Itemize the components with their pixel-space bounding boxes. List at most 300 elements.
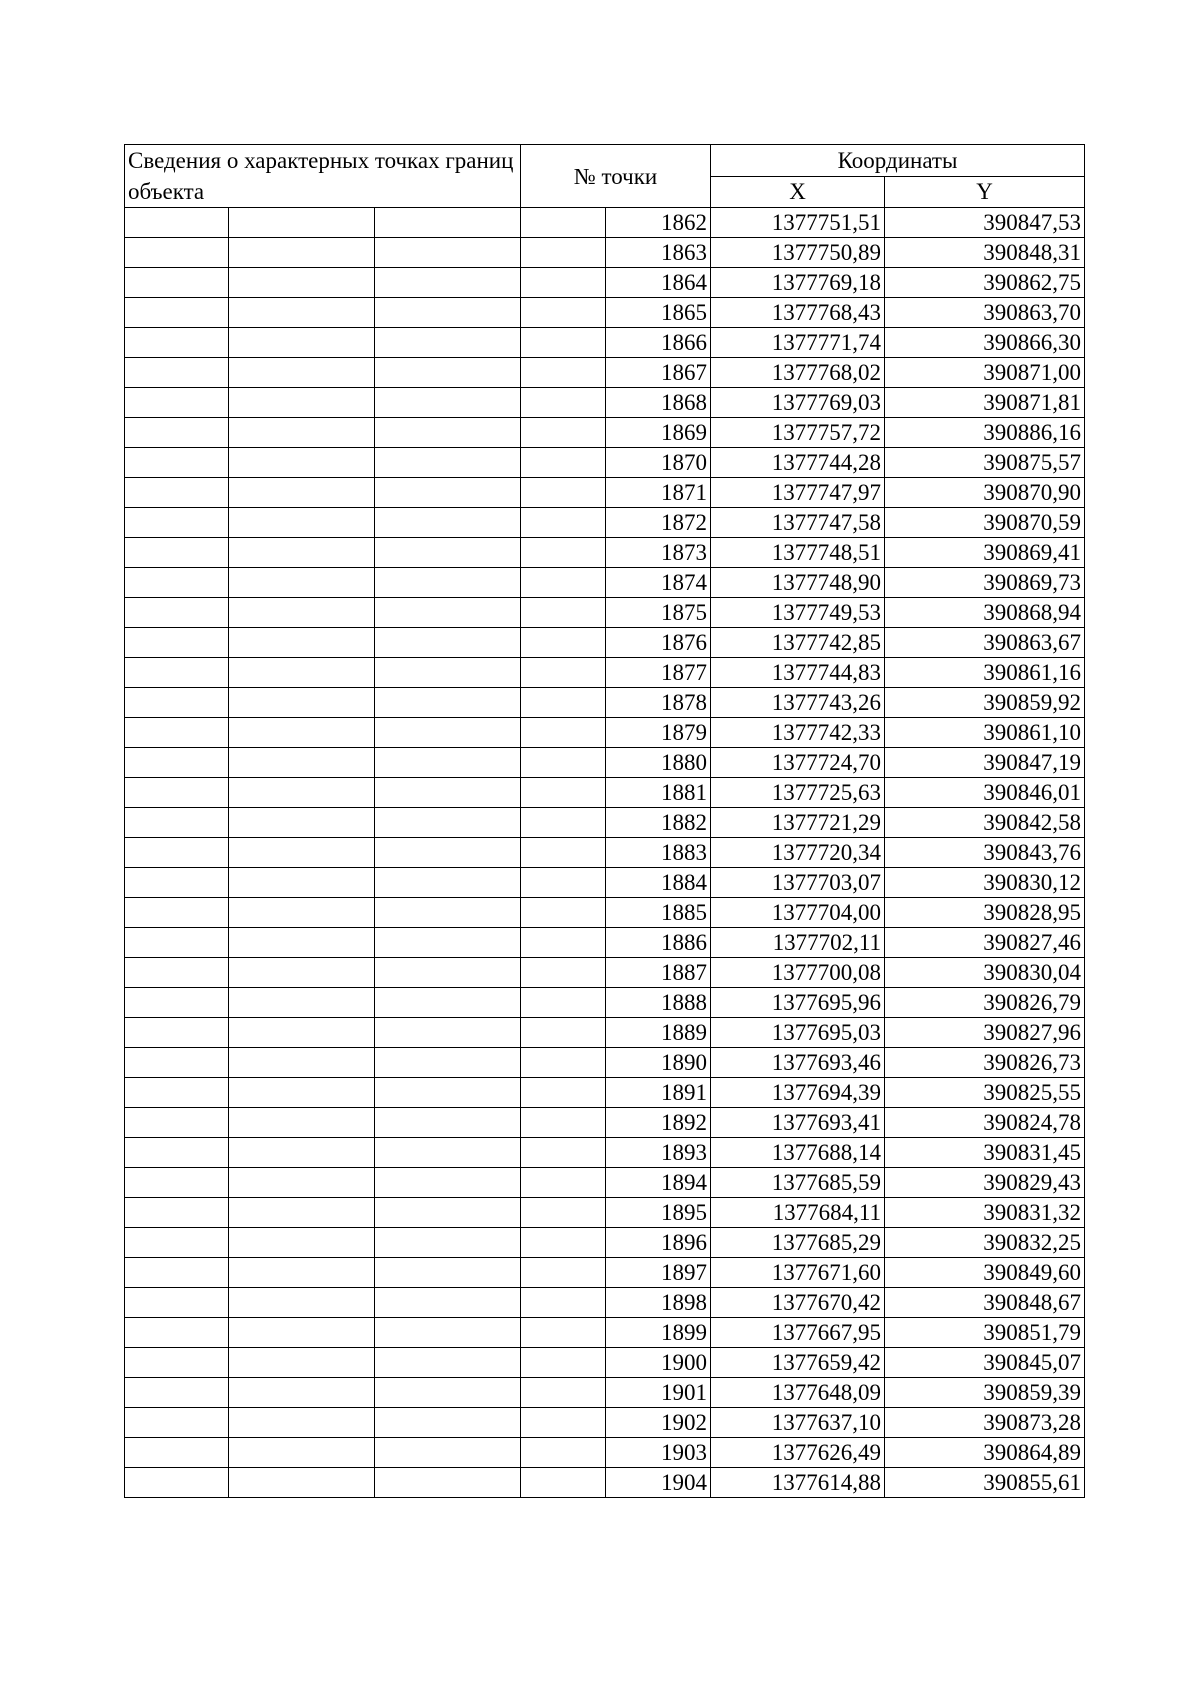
empty-cell xyxy=(375,688,521,718)
table-row xyxy=(125,718,1085,748)
empty-cell xyxy=(229,268,375,298)
empty-cell xyxy=(229,778,375,808)
empty-cell xyxy=(375,1048,521,1078)
point-number-cell: 1872 xyxy=(606,508,711,538)
empty-cell xyxy=(375,1468,521,1498)
empty-cell xyxy=(125,1168,229,1198)
table-row xyxy=(125,268,1085,298)
point-number-cell: 1866 xyxy=(606,328,711,358)
empty-cell xyxy=(521,1048,606,1078)
empty-cell xyxy=(125,1318,229,1348)
x-coordinate-cell: 1377614,88 xyxy=(711,1468,885,1498)
table-row xyxy=(125,1468,1085,1498)
table-row xyxy=(125,358,1085,388)
y-coordinate-cell: 390863,67 xyxy=(885,628,1085,658)
point-number-cell: 1893 xyxy=(606,1138,711,1168)
empty-cell xyxy=(125,538,229,568)
empty-cell xyxy=(125,1018,229,1048)
y-coordinate-cell: 390864,89 xyxy=(885,1438,1085,1468)
x-coordinate-cell: 1377704,00 xyxy=(711,898,885,928)
empty-cell xyxy=(229,1138,375,1168)
empty-cell xyxy=(125,508,229,538)
point-number-cell: 1862 xyxy=(606,208,711,238)
y-coordinate-cell: 390842,58 xyxy=(885,808,1085,838)
empty-cell xyxy=(521,568,606,598)
x-coordinate-cell: 1377685,29 xyxy=(711,1228,885,1258)
table-row xyxy=(125,1228,1085,1258)
x-coordinate-cell: 1377750,89 xyxy=(711,238,885,268)
empty-cell xyxy=(375,598,521,628)
empty-cell xyxy=(125,748,229,778)
x-coordinate-cell: 1377695,96 xyxy=(711,988,885,1018)
empty-cell xyxy=(229,928,375,958)
empty-cell xyxy=(125,838,229,868)
x-coordinate-cell: 1377637,10 xyxy=(711,1408,885,1438)
table-row xyxy=(125,388,1085,418)
table-row xyxy=(125,898,1085,928)
point-number-cell: 1870 xyxy=(606,448,711,478)
table-row xyxy=(125,568,1085,598)
table-row xyxy=(125,958,1085,988)
empty-cell xyxy=(521,1348,606,1378)
empty-cell xyxy=(229,838,375,868)
empty-cell xyxy=(125,238,229,268)
empty-cell xyxy=(229,988,375,1018)
empty-cell xyxy=(125,598,229,628)
x-coordinate-cell: 1377694,39 xyxy=(711,1078,885,1108)
table-row xyxy=(125,298,1085,328)
empty-cell xyxy=(521,1468,606,1498)
empty-cell xyxy=(375,778,521,808)
empty-cell xyxy=(229,1228,375,1258)
x-coordinate-cell: 1377648,09 xyxy=(711,1378,885,1408)
empty-cell xyxy=(125,808,229,838)
empty-cell xyxy=(375,508,521,538)
empty-cell xyxy=(229,1168,375,1198)
empty-cell xyxy=(375,238,521,268)
empty-cell xyxy=(125,1108,229,1138)
x-coordinate-cell: 1377768,43 xyxy=(711,298,885,328)
empty-cell xyxy=(125,1288,229,1318)
empty-cell xyxy=(375,928,521,958)
empty-cell xyxy=(229,1468,375,1498)
empty-cell xyxy=(375,268,521,298)
table-row xyxy=(125,238,1085,268)
y-coordinate-cell: 390851,79 xyxy=(885,1318,1085,1348)
table-row xyxy=(125,598,1085,628)
y-coordinate-cell: 390871,81 xyxy=(885,388,1085,418)
empty-cell xyxy=(375,1258,521,1288)
y-coordinate-cell: 390828,95 xyxy=(885,898,1085,928)
y-coordinate-cell: 390824,78 xyxy=(885,1108,1085,1138)
empty-cell xyxy=(229,1048,375,1078)
empty-cell xyxy=(229,868,375,898)
empty-cell xyxy=(125,358,229,388)
empty-cell xyxy=(229,1288,375,1318)
x-coordinate-cell: 1377742,33 xyxy=(711,718,885,748)
x-coordinate-cell: 1377749,53 xyxy=(711,598,885,628)
coordinates-sheet xyxy=(124,144,1085,1498)
point-number-cell: 1899 xyxy=(606,1318,711,1348)
x-coordinate-cell: 1377757,72 xyxy=(711,418,885,448)
empty-cell xyxy=(375,658,521,688)
table-row xyxy=(125,988,1085,1018)
empty-cell xyxy=(521,328,606,358)
point-number-cell: 1888 xyxy=(606,988,711,1018)
table-row xyxy=(125,508,1085,538)
y-coordinate-cell: 390830,04 xyxy=(885,958,1085,988)
x-coordinate-cell: 1377695,03 xyxy=(711,1018,885,1048)
table-row xyxy=(125,208,1085,238)
x-coordinate-cell: 1377685,59 xyxy=(711,1168,885,1198)
table-row xyxy=(125,1018,1085,1048)
point-number-cell: 1868 xyxy=(606,388,711,418)
y-coordinate-cell: 390826,73 xyxy=(885,1048,1085,1078)
empty-cell xyxy=(229,298,375,328)
empty-cell xyxy=(521,1168,606,1198)
empty-cell xyxy=(521,808,606,838)
empty-cell xyxy=(521,1438,606,1468)
empty-cell xyxy=(375,1408,521,1438)
point-number-cell: 1885 xyxy=(606,898,711,928)
empty-cell xyxy=(229,478,375,508)
point-number-cell: 1875 xyxy=(606,598,711,628)
empty-cell xyxy=(229,358,375,388)
empty-cell xyxy=(375,298,521,328)
coordinates-rows xyxy=(125,208,1085,1498)
empty-cell xyxy=(375,628,521,658)
empty-cell xyxy=(521,628,606,658)
empty-cell xyxy=(521,1288,606,1318)
empty-cell xyxy=(375,1228,521,1258)
empty-cell xyxy=(229,208,375,238)
empty-cell xyxy=(125,1378,229,1408)
empty-cell xyxy=(229,508,375,538)
table-row xyxy=(125,1408,1085,1438)
empty-cell xyxy=(375,1348,521,1378)
table-row xyxy=(125,1108,1085,1138)
empty-cell xyxy=(375,1198,521,1228)
point-number-cell: 1881 xyxy=(606,778,711,808)
empty-cell xyxy=(375,748,521,778)
empty-cell xyxy=(521,1198,606,1228)
empty-cell xyxy=(521,598,606,628)
y-coordinate-cell: 390848,67 xyxy=(885,1288,1085,1318)
table-row xyxy=(125,1348,1085,1378)
empty-cell xyxy=(375,868,521,898)
empty-cell xyxy=(521,1228,606,1258)
table-row xyxy=(125,628,1085,658)
empty-cell xyxy=(125,388,229,418)
y-coordinate-cell: 390827,46 xyxy=(885,928,1085,958)
empty-cell xyxy=(229,1348,375,1378)
table-row xyxy=(125,838,1085,868)
y-coordinate-cell: 390827,96 xyxy=(885,1018,1085,1048)
empty-cell xyxy=(125,478,229,508)
point-number-cell: 1902 xyxy=(606,1408,711,1438)
y-coordinate-cell: 390826,79 xyxy=(885,988,1085,1018)
y-coordinate-cell: 390830,12 xyxy=(885,868,1085,898)
empty-cell xyxy=(375,1138,521,1168)
x-coordinate-cell: 1377667,95 xyxy=(711,1318,885,1348)
empty-cell xyxy=(521,928,606,958)
y-coordinate-cell: 390870,59 xyxy=(885,508,1085,538)
point-number-cell: 1897 xyxy=(606,1258,711,1288)
y-coordinate-cell: 390870,90 xyxy=(885,478,1085,508)
empty-cell xyxy=(125,268,229,298)
empty-cell xyxy=(229,1258,375,1288)
empty-cell xyxy=(125,1348,229,1378)
empty-cell xyxy=(229,1438,375,1468)
empty-cell xyxy=(229,1408,375,1438)
point-number-cell: 1874 xyxy=(606,568,711,598)
point-number-cell: 1876 xyxy=(606,628,711,658)
empty-cell xyxy=(229,1078,375,1108)
empty-cell xyxy=(229,748,375,778)
empty-cell xyxy=(521,898,606,928)
empty-cell xyxy=(229,568,375,598)
x-column-header: X xyxy=(711,176,885,208)
empty-cell xyxy=(125,868,229,898)
point-number-cell: 1894 xyxy=(606,1168,711,1198)
point-number-header: № точки xyxy=(521,145,711,208)
x-coordinate-cell: 1377751,51 xyxy=(711,208,885,238)
x-coordinate-cell: 1377671,60 xyxy=(711,1258,885,1288)
x-coordinate-cell: 1377742,85 xyxy=(711,628,885,658)
empty-cell xyxy=(521,298,606,328)
x-coordinate-cell: 1377700,08 xyxy=(711,958,885,988)
y-coordinate-cell: 390873,28 xyxy=(885,1408,1085,1438)
y-coordinate-cell: 390855,61 xyxy=(885,1468,1085,1498)
empty-cell xyxy=(521,358,606,388)
table-row xyxy=(125,1438,1085,1468)
empty-cell xyxy=(375,448,521,478)
empty-cell xyxy=(521,988,606,1018)
empty-cell xyxy=(229,1018,375,1048)
empty-cell xyxy=(125,1408,229,1438)
y-coordinate-cell: 390848,31 xyxy=(885,238,1085,268)
empty-cell xyxy=(521,538,606,568)
table-row xyxy=(125,1378,1085,1408)
empty-cell xyxy=(375,1078,521,1108)
empty-cell xyxy=(229,538,375,568)
empty-cell xyxy=(375,838,521,868)
point-number-cell: 1903 xyxy=(606,1438,711,1468)
y-coordinate-cell: 390846,01 xyxy=(885,778,1085,808)
empty-cell xyxy=(375,898,521,928)
y-coordinate-cell: 390859,92 xyxy=(885,688,1085,718)
table-row xyxy=(125,538,1085,568)
empty-cell xyxy=(229,1318,375,1348)
x-coordinate-cell: 1377769,03 xyxy=(711,388,885,418)
empty-cell xyxy=(125,958,229,988)
empty-cell xyxy=(125,1198,229,1228)
table-row xyxy=(125,1078,1085,1108)
empty-cell xyxy=(125,418,229,448)
y-column-header: Y xyxy=(885,176,1085,208)
y-coordinate-cell: 390831,32 xyxy=(885,1198,1085,1228)
empty-cell xyxy=(521,478,606,508)
empty-cell xyxy=(125,898,229,928)
x-coordinate-cell: 1377747,97 xyxy=(711,478,885,508)
point-number-cell: 1882 xyxy=(606,808,711,838)
empty-cell xyxy=(229,238,375,268)
point-number-cell: 1879 xyxy=(606,718,711,748)
empty-cell xyxy=(375,358,521,388)
empty-cell xyxy=(125,928,229,958)
point-number-cell: 1871 xyxy=(606,478,711,508)
empty-cell xyxy=(521,1408,606,1438)
empty-cell xyxy=(125,448,229,478)
y-coordinate-cell: 390863,70 xyxy=(885,298,1085,328)
point-number-cell: 1901 xyxy=(606,1378,711,1408)
x-coordinate-cell: 1377724,70 xyxy=(711,748,885,778)
empty-cell xyxy=(375,478,521,508)
y-coordinate-cell: 390871,00 xyxy=(885,358,1085,388)
empty-cell xyxy=(375,1288,521,1318)
empty-cell xyxy=(521,1078,606,1108)
empty-cell xyxy=(375,1438,521,1468)
table-row xyxy=(125,1288,1085,1318)
empty-cell xyxy=(125,988,229,1018)
empty-cell xyxy=(521,1018,606,1048)
empty-cell xyxy=(375,208,521,238)
table-row xyxy=(125,448,1085,478)
x-coordinate-cell: 1377747,58 xyxy=(711,508,885,538)
empty-cell xyxy=(375,988,521,1018)
table-row xyxy=(125,418,1085,448)
point-number-cell: 1895 xyxy=(606,1198,711,1228)
point-number-cell: 1869 xyxy=(606,418,711,448)
empty-cell xyxy=(521,238,606,268)
point-number-cell: 1886 xyxy=(606,928,711,958)
empty-cell xyxy=(521,1378,606,1408)
empty-cell xyxy=(125,688,229,718)
y-coordinate-cell: 390869,73 xyxy=(885,568,1085,598)
empty-cell xyxy=(125,1468,229,1498)
empty-cell xyxy=(375,808,521,838)
empty-cell xyxy=(125,328,229,358)
table-row xyxy=(125,688,1085,718)
x-coordinate-cell: 1377670,42 xyxy=(711,1288,885,1318)
y-coordinate-cell: 390861,10 xyxy=(885,718,1085,748)
empty-cell xyxy=(521,688,606,718)
y-coordinate-cell: 390832,25 xyxy=(885,1228,1085,1258)
x-coordinate-cell: 1377744,28 xyxy=(711,448,885,478)
empty-cell xyxy=(229,1198,375,1228)
x-coordinate-cell: 1377688,14 xyxy=(711,1138,885,1168)
empty-cell xyxy=(229,658,375,688)
empty-cell xyxy=(521,1138,606,1168)
y-coordinate-cell: 390861,16 xyxy=(885,658,1085,688)
empty-cell xyxy=(521,1258,606,1288)
empty-cell xyxy=(125,718,229,748)
x-coordinate-cell: 1377769,18 xyxy=(711,268,885,298)
empty-cell xyxy=(229,628,375,658)
empty-cell xyxy=(375,418,521,448)
point-number-cell: 1884 xyxy=(606,868,711,898)
empty-cell xyxy=(125,658,229,688)
point-number-cell: 1873 xyxy=(606,538,711,568)
empty-cell xyxy=(125,1138,229,1168)
point-number-cell: 1896 xyxy=(606,1228,711,1258)
x-coordinate-cell: 1377748,51 xyxy=(711,538,885,568)
empty-cell xyxy=(125,1228,229,1258)
point-number-cell: 1864 xyxy=(606,268,711,298)
table-row xyxy=(125,1138,1085,1168)
empty-cell xyxy=(521,838,606,868)
empty-cell xyxy=(229,598,375,628)
empty-cell xyxy=(375,1018,521,1048)
empty-cell xyxy=(229,898,375,928)
x-coordinate-cell: 1377721,29 xyxy=(711,808,885,838)
empty-cell xyxy=(521,958,606,988)
empty-cell xyxy=(229,808,375,838)
x-coordinate-cell: 1377693,41 xyxy=(711,1108,885,1138)
point-number-cell: 1890 xyxy=(606,1048,711,1078)
empty-cell xyxy=(229,958,375,988)
x-coordinate-cell: 1377659,42 xyxy=(711,1348,885,1378)
empty-cell xyxy=(521,1108,606,1138)
x-coordinate-cell: 1377748,90 xyxy=(711,568,885,598)
x-coordinate-cell: 1377693,46 xyxy=(711,1048,885,1078)
y-coordinate-cell: 390875,57 xyxy=(885,448,1085,478)
y-coordinate-cell: 390843,76 xyxy=(885,838,1085,868)
point-number-cell: 1889 xyxy=(606,1018,711,1048)
empty-cell xyxy=(229,718,375,748)
y-coordinate-cell: 390845,07 xyxy=(885,1348,1085,1378)
empty-cell xyxy=(521,868,606,898)
x-coordinate-cell: 1377771,74 xyxy=(711,328,885,358)
empty-cell xyxy=(375,1318,521,1348)
x-coordinate-cell: 1377744,83 xyxy=(711,658,885,688)
table-row xyxy=(125,868,1085,898)
x-coordinate-cell: 1377768,02 xyxy=(711,358,885,388)
empty-cell xyxy=(229,1108,375,1138)
y-coordinate-cell: 390847,53 xyxy=(885,208,1085,238)
empty-cell xyxy=(229,328,375,358)
empty-cell xyxy=(521,388,606,418)
boundary-points-header: Сведения о характерных точках границ объекта xyxy=(125,145,521,208)
empty-cell xyxy=(125,1078,229,1108)
empty-cell xyxy=(375,328,521,358)
point-number-cell: 1883 xyxy=(606,838,711,868)
point-number-cell: 1900 xyxy=(606,1348,711,1378)
y-coordinate-cell: 390849,60 xyxy=(885,1258,1085,1288)
x-coordinate-cell: 1377684,11 xyxy=(711,1198,885,1228)
empty-cell xyxy=(375,1378,521,1408)
point-number-cell: 1898 xyxy=(606,1288,711,1318)
empty-cell xyxy=(229,448,375,478)
empty-cell xyxy=(125,298,229,328)
point-number-cell: 1877 xyxy=(606,658,711,688)
table-row xyxy=(125,928,1085,958)
table-row xyxy=(125,1318,1085,1348)
table-row xyxy=(125,658,1085,688)
table-row xyxy=(125,328,1085,358)
empty-cell xyxy=(125,1048,229,1078)
table-row xyxy=(125,1048,1085,1078)
table-row xyxy=(125,1198,1085,1228)
y-coordinate-cell: 390862,75 xyxy=(885,268,1085,298)
empty-cell xyxy=(521,778,606,808)
table-row xyxy=(125,1258,1085,1288)
empty-cell xyxy=(229,418,375,448)
y-coordinate-cell: 390866,30 xyxy=(885,328,1085,358)
x-coordinate-cell: 1377743,26 xyxy=(711,688,885,718)
y-coordinate-cell: 390829,43 xyxy=(885,1168,1085,1198)
x-coordinate-cell: 1377725,63 xyxy=(711,778,885,808)
